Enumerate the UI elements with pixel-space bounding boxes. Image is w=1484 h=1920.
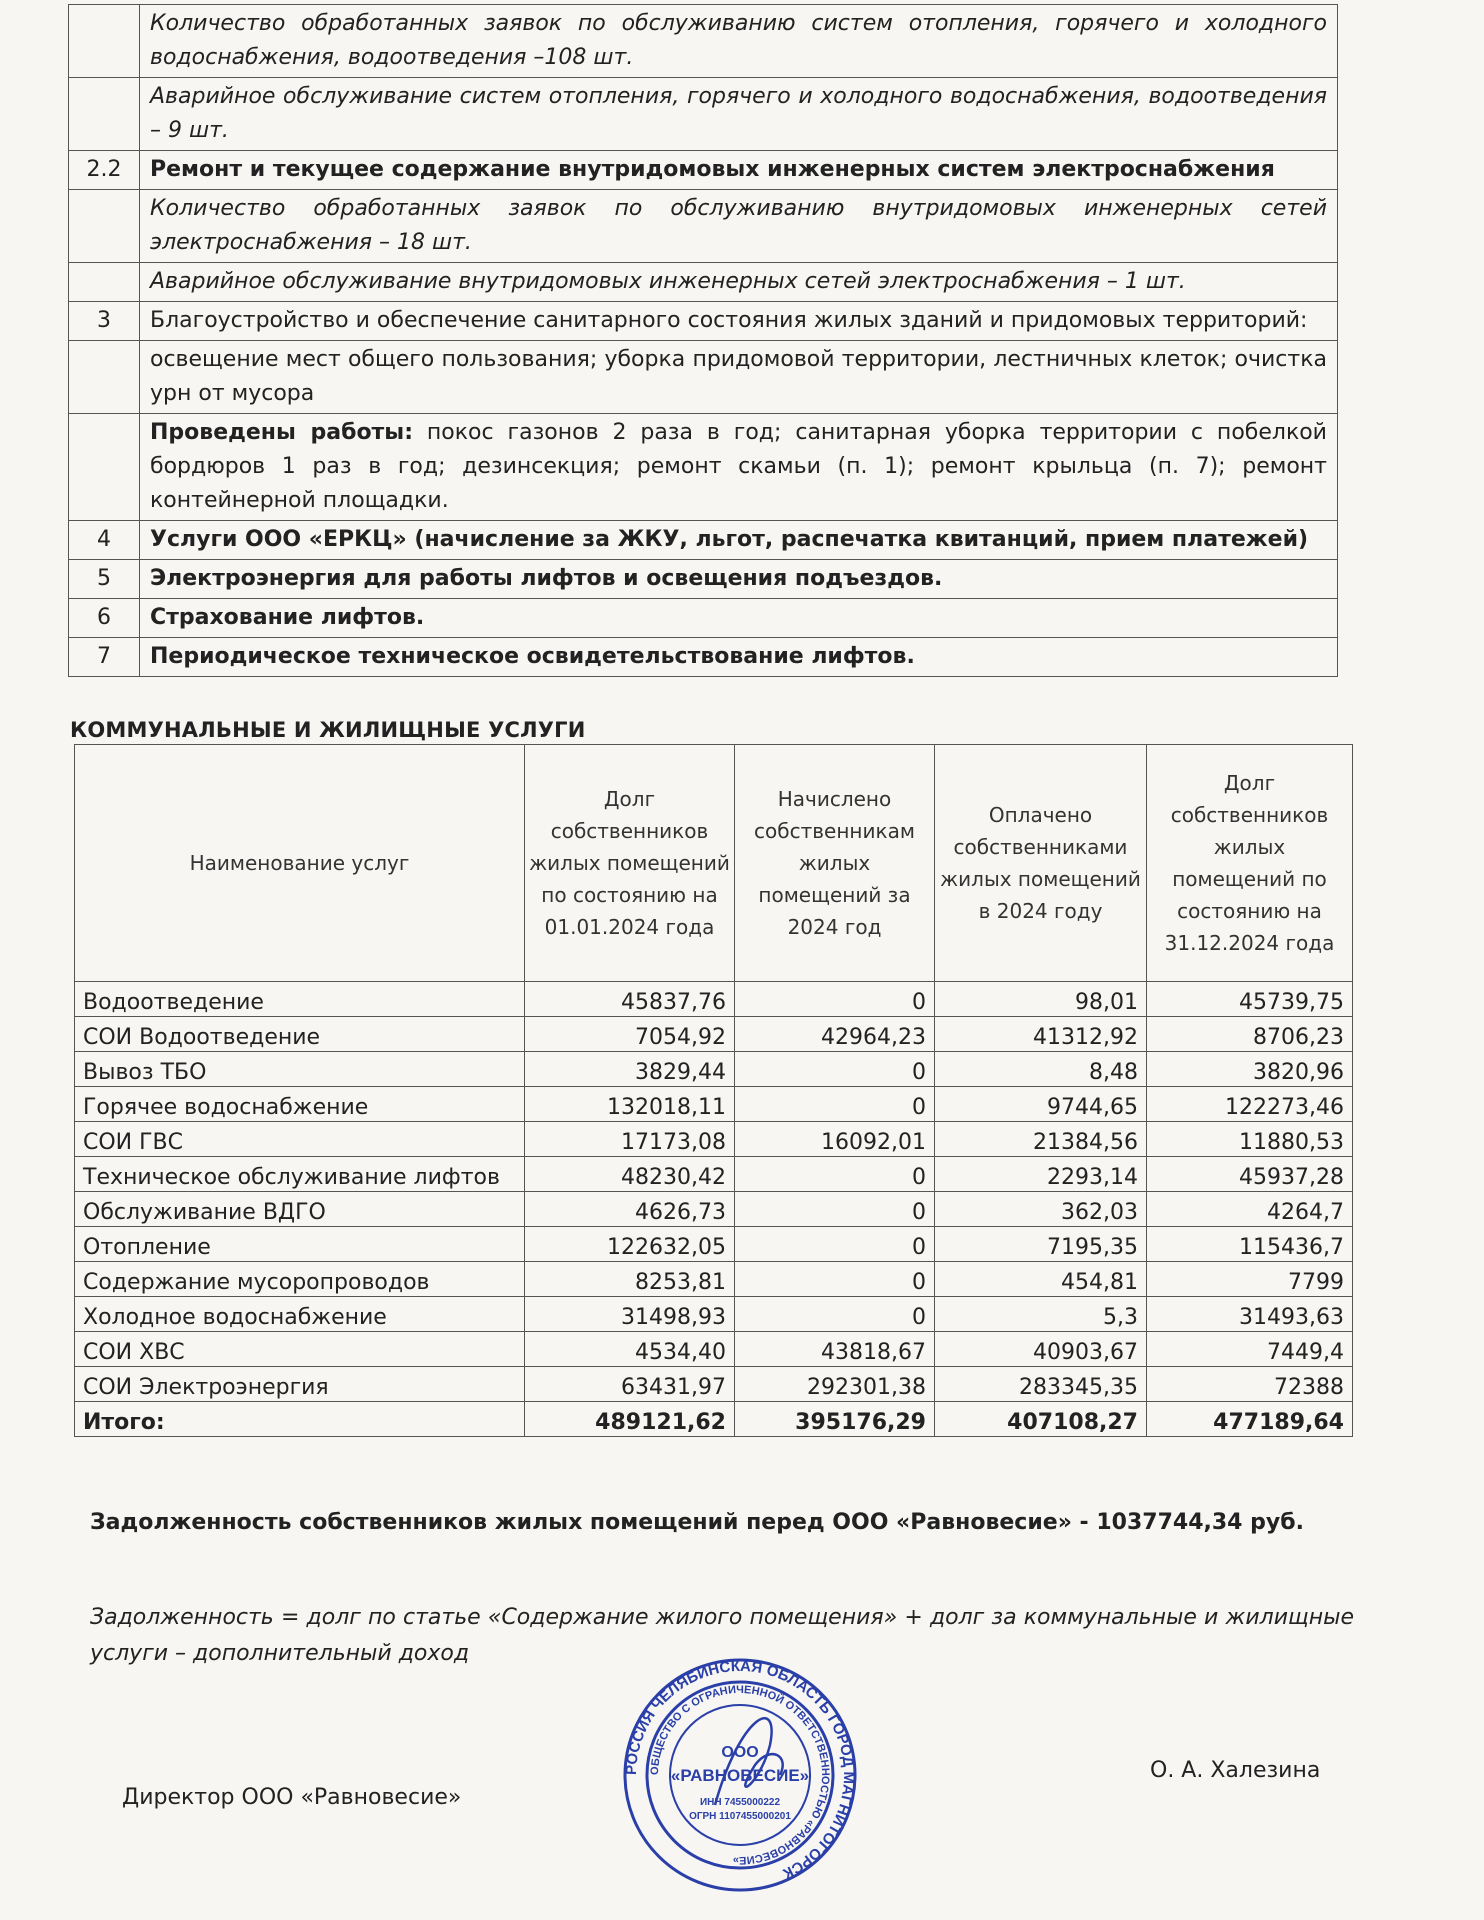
utility-row bbox=[75, 1052, 1353, 1087]
company-stamp bbox=[620, 1655, 860, 1895]
cell-debt-start: 45837,76 bbox=[525, 982, 735, 1017]
cell-paid: 8,48 bbox=[935, 1052, 1147, 1087]
cell-debt-end: 31493,63 bbox=[1147, 1297, 1353, 1332]
cell-debt-start: 4626,73 bbox=[525, 1192, 735, 1227]
director-position: Директор ООО «Равновесие» bbox=[122, 1785, 462, 1810]
works-row bbox=[69, 190, 1338, 263]
cell-service-name: Водоотведение bbox=[75, 982, 525, 1017]
cell-paid: 21384,56 bbox=[935, 1122, 1147, 1157]
cell-charged: 0 bbox=[735, 1227, 935, 1262]
cell-debt-start: 4534,40 bbox=[525, 1332, 735, 1367]
works-row-number: 3 bbox=[69, 302, 140, 341]
stamp-outer-text: РОССИЯ ЧЕЛЯБИНСКАЯ ОБЛАСТЬ ГОРОД МАГНИТОГОРСК bbox=[622, 1657, 858, 1882]
cell-debt-end: 3820,96 bbox=[1147, 1052, 1353, 1087]
works-row bbox=[69, 414, 1338, 521]
cell-service-name: СОИ ГВС bbox=[75, 1122, 525, 1157]
cell-paid: 454,81 bbox=[935, 1262, 1147, 1297]
utility-row bbox=[75, 1087, 1353, 1122]
handwritten-signature bbox=[715, 1718, 783, 1805]
utility-row bbox=[75, 1122, 1353, 1157]
stamp-inner-text: ОБЩЕСТВО С ОГРАНИЧЕННОЙ ОТВЕТСТВЕННОСТЬЮ «РАВНОВЕСИЕ» bbox=[648, 1683, 832, 1867]
cell-paid: 40903,67 bbox=[935, 1332, 1147, 1367]
works-row-text: Страхование лифтов. bbox=[140, 599, 1338, 638]
cell-debt-start: 63431,97 bbox=[525, 1367, 735, 1402]
utility-row bbox=[75, 1262, 1353, 1297]
works-row-text: освещение мест общего пользования; уборка придомовой территории, лестничных клеток; очистка урн от мусора bbox=[140, 341, 1338, 414]
cell-service-name: Итого: bbox=[75, 1402, 525, 1437]
cell-paid: 2293,14 bbox=[935, 1157, 1147, 1192]
utility-row bbox=[75, 982, 1353, 1017]
cell-debt-start: 122632,05 bbox=[525, 1227, 735, 1262]
works-row bbox=[69, 5, 1338, 78]
cell-debt-start: 17173,08 bbox=[525, 1122, 735, 1157]
works-row-text: Количество обработанных заявок по обслуживанию систем отопления, горячего и холодного водоснабжения, водоотведения –108 шт. bbox=[140, 5, 1338, 78]
works-row bbox=[69, 151, 1338, 190]
works-row-number: 4 bbox=[69, 521, 140, 560]
works-row-text: Благоустройство и обеспечение санитарного состояния жилых зданий и придомовых территорий: bbox=[140, 302, 1338, 341]
cell-debt-end: 8706,23 bbox=[1147, 1017, 1353, 1052]
works-row-number: 6 bbox=[69, 599, 140, 638]
works-row bbox=[69, 341, 1338, 414]
cell-charged: 43818,67 bbox=[735, 1332, 935, 1367]
utility-row bbox=[75, 1227, 1353, 1262]
cell-paid: 407108,27 bbox=[935, 1402, 1147, 1437]
works-row-number bbox=[69, 263, 140, 302]
cell-debt-end: 45739,75 bbox=[1147, 982, 1353, 1017]
utility-row bbox=[75, 1297, 1353, 1332]
cell-charged: 292301,38 bbox=[735, 1367, 935, 1402]
cell-paid: 283345,35 bbox=[935, 1367, 1147, 1402]
cell-debt-end: 7449,4 bbox=[1147, 1332, 1353, 1367]
works-row-text: Ремонт и текущее содержание внутридомовых инженерных систем электроснабжения bbox=[140, 151, 1338, 190]
works-table bbox=[68, 4, 1338, 677]
cell-debt-end: 477189,64 bbox=[1147, 1402, 1353, 1437]
utilities-title: КОММУНАЛЬНЫЕ И ЖИЛИЩНЫЕ УСЛУГИ bbox=[70, 718, 586, 742]
stamp-ogrn: ОГРН 1107455000201 bbox=[689, 1811, 791, 1822]
total-debt-line: Задолженность собственников жилых помещений перед ООО «Равновесие» - 1037744,34 руб. bbox=[90, 1510, 1304, 1535]
cell-debt-start: 7054,92 bbox=[525, 1017, 735, 1052]
utilities-header-row bbox=[75, 745, 1353, 982]
cell-debt-start: 48230,42 bbox=[525, 1157, 735, 1192]
works-row-number bbox=[69, 341, 140, 414]
works-row-text: Услуги ООО «ЕРКЦ» (начисление за ЖКУ, льгот, распечатка квитанций, прием платежей) bbox=[140, 521, 1338, 560]
stamp-inn: ИНН 7455000222 bbox=[699, 1797, 781, 1808]
header-charged: Начислено собственникам жилых помещений за 2024 год bbox=[735, 745, 935, 982]
cell-paid: 98,01 bbox=[935, 982, 1147, 1017]
works-row-number bbox=[69, 5, 140, 78]
works-row-text: Аварийное обслуживание систем отопления, горячего и холодного водоснабжения, водоотведения – 9 шт. bbox=[140, 78, 1338, 151]
cell-charged: 0 bbox=[735, 1262, 935, 1297]
cell-charged: 0 bbox=[735, 982, 935, 1017]
stamp-center-main: «РАВНОВЕСИЕ» bbox=[670, 1766, 810, 1785]
cell-service-name: Холодное водоснабжение bbox=[75, 1297, 525, 1332]
cell-debt-end: 72388 bbox=[1147, 1367, 1353, 1402]
utility-row bbox=[75, 1017, 1353, 1052]
cell-debt-end: 7799 bbox=[1147, 1262, 1353, 1297]
header-service-name: Наименование услуг bbox=[75, 745, 525, 982]
works-row-number bbox=[69, 190, 140, 263]
cell-debt-start: 132018,11 bbox=[525, 1087, 735, 1122]
works-row bbox=[69, 638, 1338, 677]
works-row bbox=[69, 78, 1338, 151]
cell-service-name: СОИ Электроэнергия bbox=[75, 1367, 525, 1402]
cell-charged: 0 bbox=[735, 1192, 935, 1227]
cell-paid: 362,03 bbox=[935, 1192, 1147, 1227]
cell-charged: 0 bbox=[735, 1087, 935, 1122]
utilities-table bbox=[74, 744, 1353, 1437]
utility-row bbox=[75, 1192, 1353, 1227]
cell-service-name: Обслуживание ВДГО bbox=[75, 1192, 525, 1227]
cell-service-name: Вывоз ТБО bbox=[75, 1052, 525, 1087]
utility-row bbox=[75, 1332, 1353, 1367]
cell-debt-end: 115436,7 bbox=[1147, 1227, 1353, 1262]
header-debt-end: Долг собственников жилых помещений по состоянию на 31.12.2024 года bbox=[1147, 745, 1353, 982]
cell-paid: 9744,65 bbox=[935, 1087, 1147, 1122]
utility-row bbox=[75, 1157, 1353, 1192]
works-row-number: 7 bbox=[69, 638, 140, 677]
cell-charged: 0 bbox=[735, 1157, 935, 1192]
cell-service-name: Содержание мусоропроводов bbox=[75, 1262, 525, 1297]
works-row-text bbox=[140, 414, 1338, 521]
cell-paid: 5,3 bbox=[935, 1297, 1147, 1332]
cell-debt-start: 31498,93 bbox=[525, 1297, 735, 1332]
works-row-number bbox=[69, 78, 140, 151]
total-row bbox=[75, 1402, 1353, 1437]
cell-charged: 0 bbox=[735, 1297, 935, 1332]
utility-row bbox=[75, 1367, 1353, 1402]
cell-service-name: Горячее водоснабжение bbox=[75, 1087, 525, 1122]
stamp-center-top: ООО bbox=[721, 1744, 759, 1761]
cell-charged: 0 bbox=[735, 1052, 935, 1087]
cell-debt-end: 122273,46 bbox=[1147, 1087, 1353, 1122]
works-row-text: Электроэнергия для работы лифтов и освещения подъездов. bbox=[140, 560, 1338, 599]
cell-charged: 395176,29 bbox=[735, 1402, 935, 1437]
cell-service-name: СОИ Водоотведение bbox=[75, 1017, 525, 1052]
cell-paid: 7195,35 bbox=[935, 1227, 1147, 1262]
works-row-text: Количество обработанных заявок по обслуживанию внутридомовых инженерных сетей электроснабжения – 18 шт. bbox=[140, 190, 1338, 263]
cell-charged: 16092,01 bbox=[735, 1122, 935, 1157]
works-row bbox=[69, 302, 1338, 341]
works-row-number: 5 bbox=[69, 560, 140, 599]
works-row bbox=[69, 599, 1338, 638]
cell-debt-start: 8253,81 bbox=[525, 1262, 735, 1297]
header-debt-start: Долг собственников жилых помещений по состоянию на 01.01.2024 года bbox=[525, 745, 735, 982]
cell-service-name: СОИ ХВС bbox=[75, 1332, 525, 1367]
works-row-text: Аварийное обслуживание внутридомовых инженерных сетей электроснабжения – 1 шт. bbox=[140, 263, 1338, 302]
works-row-label: Проведены работы: bbox=[150, 420, 413, 445]
cell-debt-start: 489121,62 bbox=[525, 1402, 735, 1437]
cell-debt-end: 45937,28 bbox=[1147, 1157, 1353, 1192]
works-row bbox=[69, 521, 1338, 560]
cell-debt-start: 3829,44 bbox=[525, 1052, 735, 1087]
works-row-number: 2.2 bbox=[69, 151, 140, 190]
works-row bbox=[69, 560, 1338, 599]
works-row-number bbox=[69, 414, 140, 521]
director-name: О. А. Халезина bbox=[1150, 1758, 1321, 1783]
cell-service-name: Отопление bbox=[75, 1227, 525, 1262]
header-paid: Оплачено собственниками жилых помещений в 2024 году bbox=[935, 745, 1147, 982]
cell-charged: 42964,23 bbox=[735, 1017, 935, 1052]
cell-service-name: Техническое обслуживание лифтов bbox=[75, 1157, 525, 1192]
cell-debt-end: 11880,53 bbox=[1147, 1122, 1353, 1157]
cell-paid: 41312,92 bbox=[935, 1017, 1147, 1052]
works-row bbox=[69, 263, 1338, 302]
debt-formula: Задолженность = долг по статье «Содержание жилого помещения» + долг за коммунальные и жилищные услуги – дополнительный доход bbox=[90, 1605, 1354, 1666]
works-row-text: Периодическое техническое освидетельствование лифтов. bbox=[140, 638, 1338, 677]
cell-debt-end: 4264,7 bbox=[1147, 1192, 1353, 1227]
works-row-body: покос газонов 2 раза в год; санитарная уборка территории с побелкой бордюров 1 раз в год; дезинсекция; ремонт скамьи (п. 1); ремонт крыльца (п. 7); ремонт контейнерной площадки. bbox=[150, 420, 1327, 513]
